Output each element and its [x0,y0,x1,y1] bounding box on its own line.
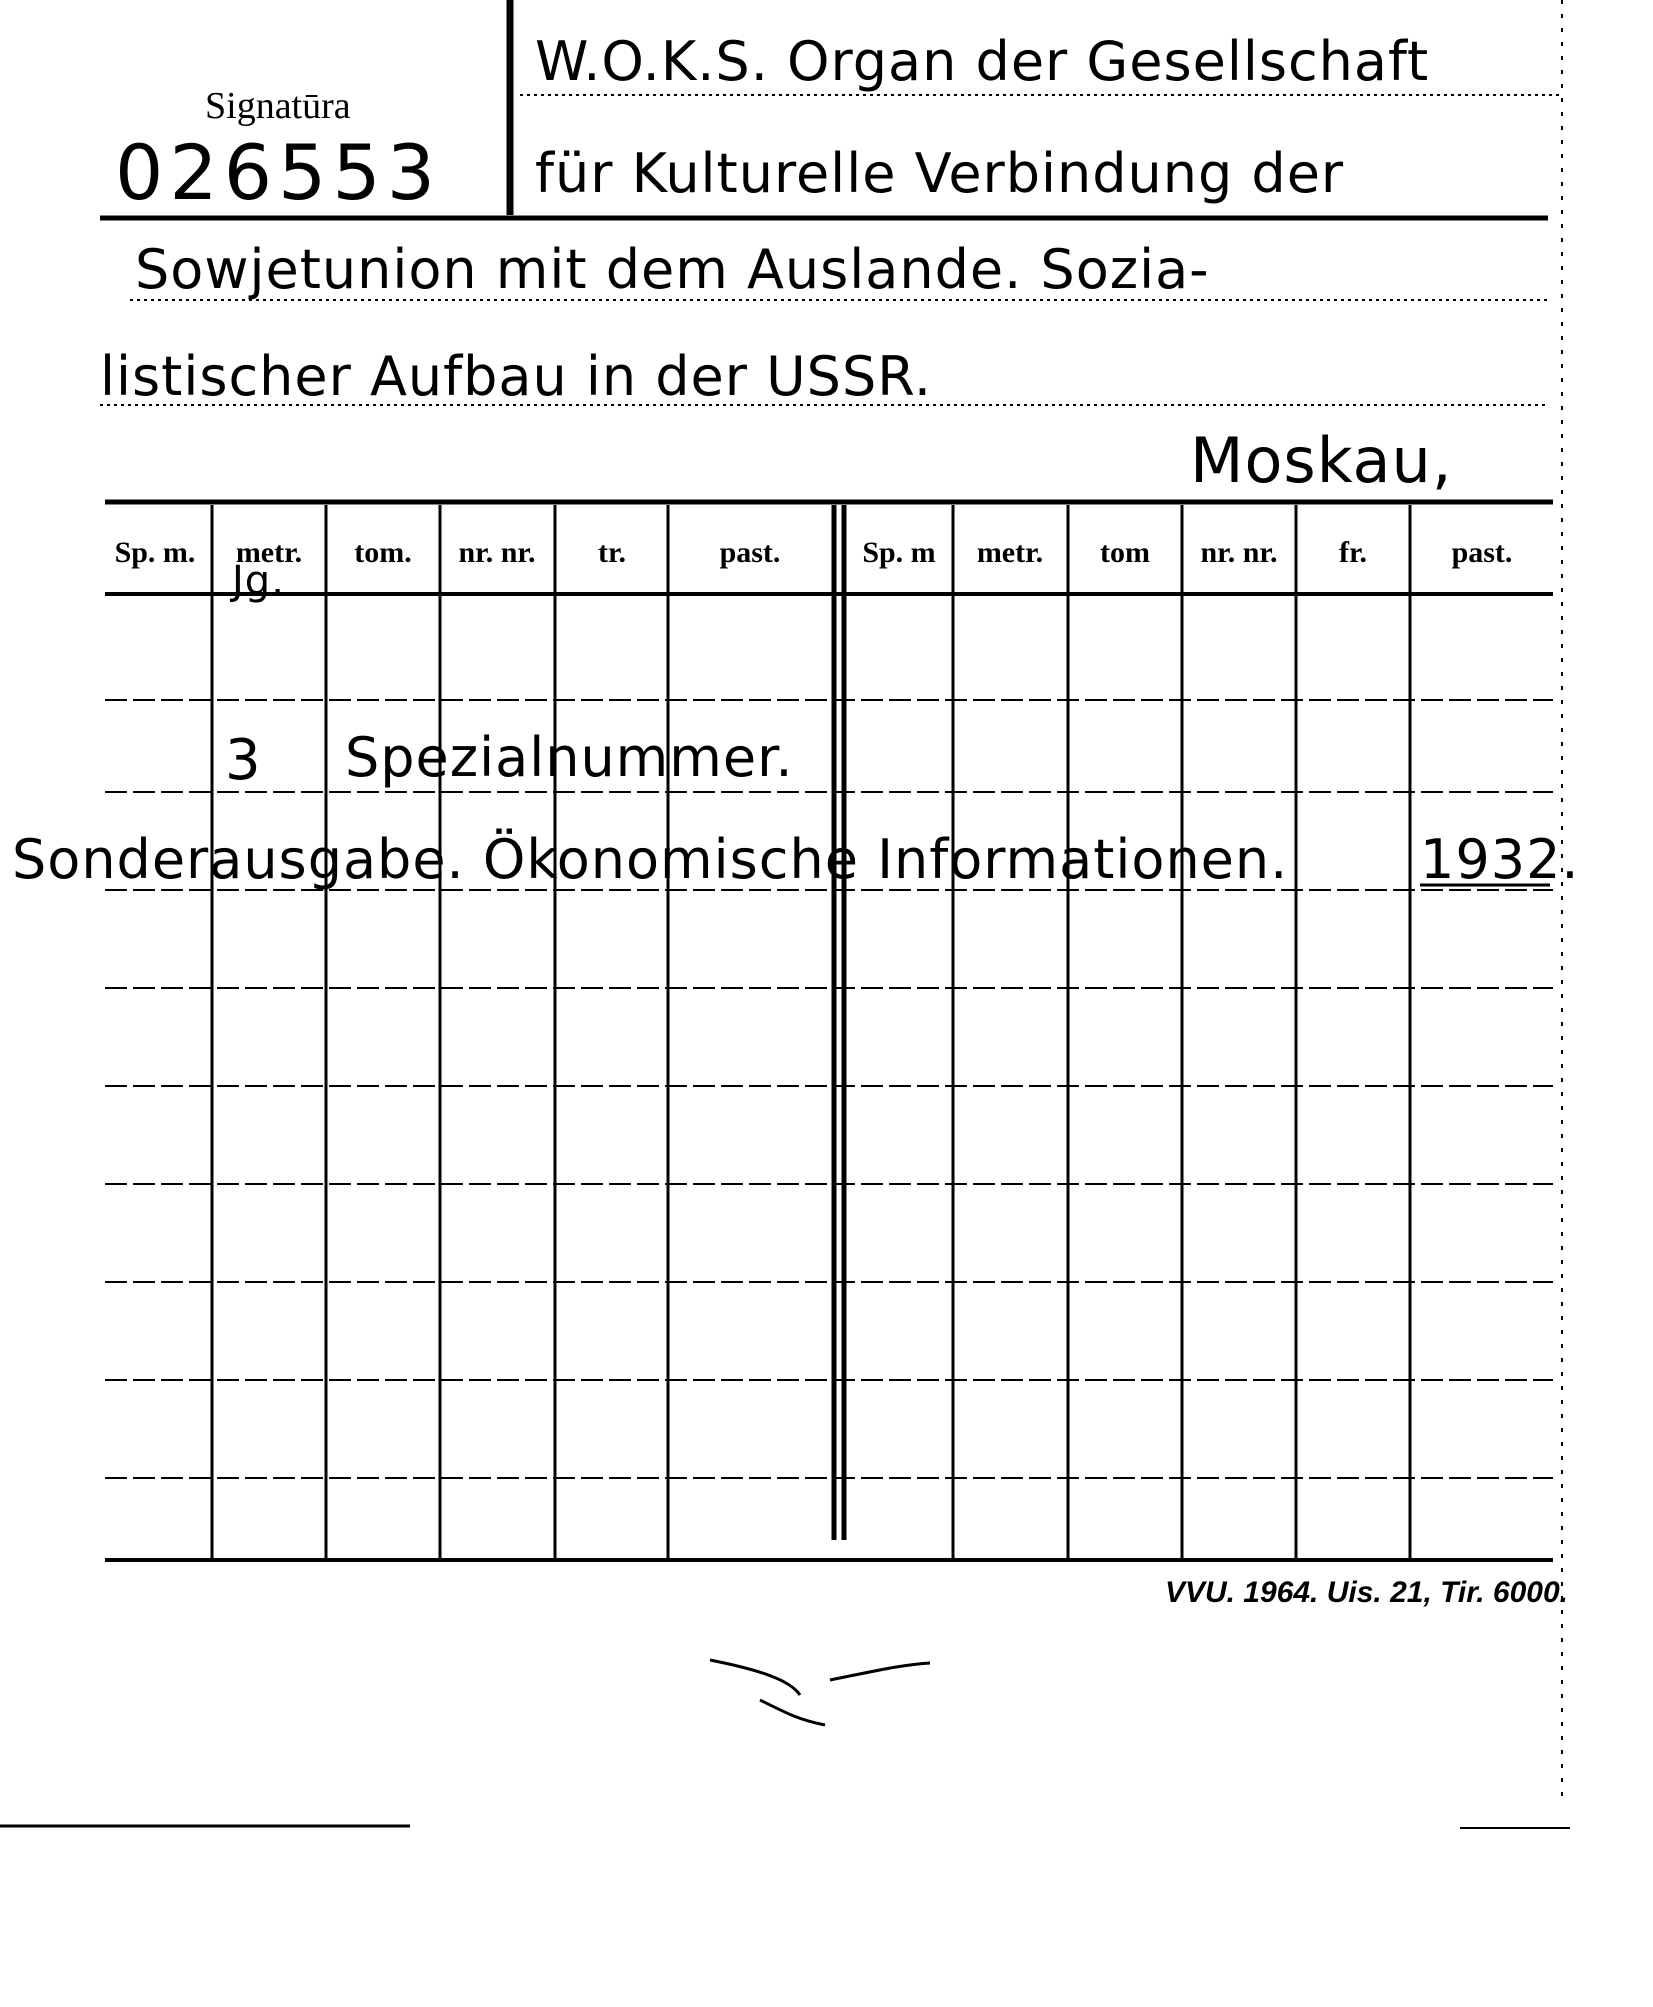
col-header-metr: metr. [235,536,303,569]
col-header-sp-m: Sp. m. [114,536,196,569]
col-header-tr: tr. [597,536,627,569]
title-line-1: W.O.K.S. Organ der Gesellschaft [535,30,1430,93]
title-line-3: Sowjetunion mit dem Auslande. Sozia- [135,238,1210,301]
signatura-label: Signatūra [205,85,351,127]
print-mark: VVU. 1964. Uis. 21, Tir. 6000. [1164,1576,1568,1609]
col-header-fr-right: fr. [1338,536,1368,569]
entry-volume: 3 [225,728,262,793]
col-header-sp-m-right: Sp. m [862,536,936,569]
col-header-nr-nr-right: nr. nr. [1200,536,1278,569]
col-header-past: past. [719,536,781,569]
col-header-tom-right: tom [1100,536,1150,569]
entry-description: Sonderausgabe. Ökonomische Informationen. [12,828,1289,891]
col-header-nr-nr: nr. nr. [458,536,536,569]
col-header-tom: tom. [354,536,412,569]
entry-note: Spezialnummer. [345,726,794,789]
jg-mark: Jg. [232,558,285,604]
col-header-metr-right: metr. [976,536,1044,569]
signatura-number: 026553 [115,128,442,217]
title-line-2: für Kulturelle Verbindung der [535,142,1345,205]
place-of-publication: Moskau, [1190,424,1453,497]
title-line-4: listischer Aufbau in der USSR. [100,345,932,408]
col-header-past-right: past. [1451,536,1513,569]
entry-year: 1932. [1420,828,1580,891]
